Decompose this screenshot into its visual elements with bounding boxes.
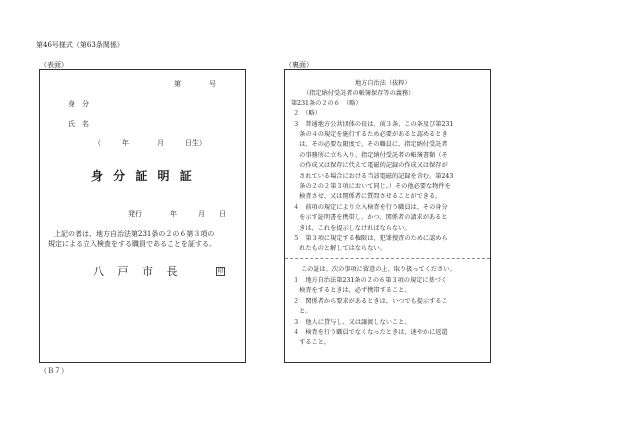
section-divider — [285, 258, 490, 259]
paragraph-4-line: を示す証明書を携帯し、かつ、関係者の請求があると — [293, 214, 448, 221]
notice-3: ３ 他人に貸与し、又は譲渡しないこと。 — [293, 319, 411, 326]
paragraph-3-line: の事務所に立ち入り、指定納付受託者の帳簿書類（そ — [293, 152, 448, 159]
paragraph-3-line: は、その必要な限度で、その職員に、指定納付受託者 — [293, 141, 448, 148]
back-card — [284, 69, 491, 363]
certificate-title: 身 分 証 明 証 — [91, 169, 195, 183]
law-subheading: （指定納付受託者の帳簿保存等の義務） — [303, 90, 415, 97]
front-card — [39, 69, 246, 363]
birth-date-line: （ 年 月 日生） — [94, 139, 206, 147]
paragraph-3-line: ３ 普通地方公共団体の長は、前３条、この条及び第231 — [293, 121, 454, 128]
address-label: 身 分 — [68, 100, 89, 108]
paragraph-3-line: 条の２の２第３項において同じ。）その他必要な物件を — [293, 183, 451, 190]
notice-2-line: ２ 関係者から要求があるときは、いつでも提示するこ — [293, 298, 448, 305]
law-heading: 地方自治法（抜粋） — [355, 80, 411, 87]
paragraph-4-line: きは、これを提示しなければならない。 — [293, 225, 411, 232]
paragraph-5-line: ５ 第３項に規定する権限は、犯罪捜査のために認めら — [293, 235, 448, 242]
article-line: 第231条の２の６ （略） — [291, 100, 362, 107]
notice-4-line: すること。 — [293, 339, 331, 346]
notice-4-line: ４ 検査を行う職員でなくなったときは、速やかに返還 — [293, 329, 448, 336]
paragraph-5-line: れたものと解してはならない。 — [293, 245, 386, 252]
certificate-number: 第 号 — [174, 80, 216, 88]
front-label: （表面） — [40, 61, 68, 69]
form-title: 第46号様式（第63条関係） — [36, 41, 124, 49]
paragraph-4-line: ４ 前項の規定により立入検査を行う職員は、その身分 — [293, 204, 448, 211]
paragraph-2: ２ （略） — [293, 110, 321, 117]
paragraph-3-line: の作成又は保存に代えて電磁的記録の作成又は保存が — [293, 162, 448, 169]
notice-1-line: 検査をするときは、必ず携帯すること。 — [293, 287, 411, 294]
paragraph-3-line: 条の４の規定を施行するため必要があると認めるとき — [293, 131, 448, 138]
size-note: （Ｂ７） — [40, 367, 68, 375]
paragraph-3-line: されている場合における当該電磁的記録を含む。第243 — [293, 173, 454, 180]
notice-intro: この証は、次の事項に留意の上、取り扱ってください。 — [301, 266, 456, 273]
issuer-name: 八 戸 市 長 — [93, 265, 183, 278]
paragraph-3-line: 検査させ、又は関係者に質問させることができる。 — [293, 193, 442, 200]
notice-1-line: １ 地方自治法第231条の２の６第３項の規定に基づく — [293, 277, 448, 284]
seal-mark: 印 — [217, 268, 224, 275]
issue-date-line: 発行 年 月 日 — [128, 210, 226, 218]
notice-2-line: と。 — [293, 308, 312, 315]
certificate-body-line-1: 上記の者は、地方自治法第231条の２の６第３項の — [54, 230, 215, 238]
name-label: 氏 名 — [68, 120, 89, 128]
certificate-body-line-2: 規定による立入検査をする職員であることを証する。 — [48, 240, 216, 248]
back-label: （裏面） — [285, 61, 313, 69]
